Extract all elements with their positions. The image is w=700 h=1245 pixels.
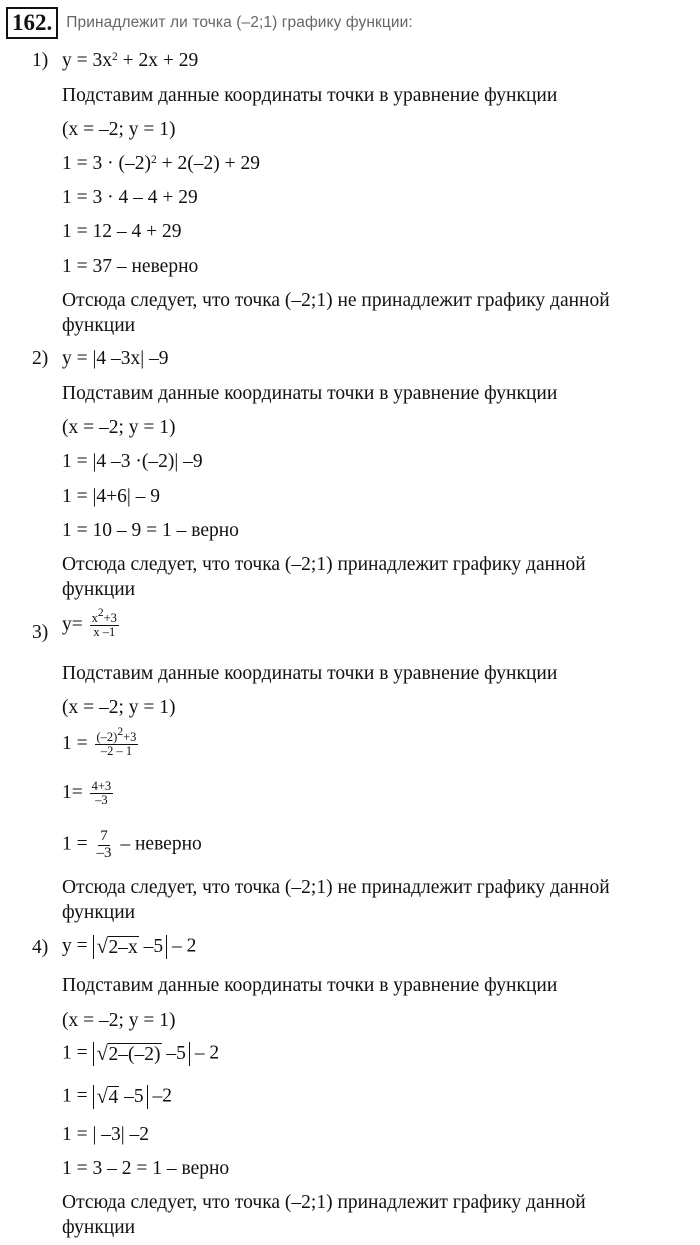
section-1-step-2: 1 = 3 · 4 – 4 + 29	[62, 187, 198, 208]
section-3-conclusion: Отсюда следует, что точка (–2;1) не принадлежит графику данной	[62, 877, 610, 898]
section-1-step-1: $1 = 3 \cdot (-2)^2 + 2(-2) + 29$	[62, 153, 260, 174]
absolute-value: √ 2–(–2) –5	[93, 1042, 190, 1066]
problem-number: 162.	[6, 7, 58, 39]
section-4-step-2: 1 = √ 4 –5 –2	[62, 1083, 172, 1108]
section-4-coords: (x = –2; y = 1)	[62, 1010, 176, 1031]
section-3-step-1: 1 = $\frac{(-2)^2+3}{-2 - 1}$	[62, 726, 137, 759]
section-2-step-2: 1 = |4+6| – 9	[62, 486, 161, 507]
section-3-step-2: 1= $\frac{4+3}{-3}$	[62, 779, 112, 808]
fraction: $\frac{4+3}{-3}$	[91, 779, 112, 808]
section-3-coords: (x = –2; y = 1)	[62, 697, 176, 718]
section-3-substitute: Подставим данные координаты точки в уравнение функции	[62, 663, 558, 684]
fraction: $\frac{x^2+3}{x -1}$	[91, 607, 117, 640]
section-4-step-4: 1 = 3 – 2 = 1 – верно	[62, 1158, 230, 1179]
problem-title: Принадлежит ли точка (–2;1) графику функции:	[66, 14, 413, 31]
fraction: $\frac{7}{-3}$	[96, 828, 112, 861]
section-2-label: 2)	[32, 348, 49, 369]
section-1-step-3: 1 = 12 – 4 + 29	[62, 221, 182, 242]
section-3-step-3: 1 = $\frac{7}{-3}$ – неверно	[62, 828, 202, 861]
section-1-step-4: 1 = 37 – неверно	[62, 256, 199, 277]
section-2-step-1: 1 = |4 –3 ·(–2)| –9	[62, 451, 203, 472]
section-3-conclusion-end: функции	[62, 902, 136, 923]
square-root: √ 2–(–2)	[96, 1040, 161, 1065]
section-4-step-3: 1 = | –3| –2	[62, 1124, 150, 1145]
section-4-conclusion: Отсюда следует, что точка (–2;1) принадлежит графику данной	[62, 1192, 586, 1213]
section-1-label: 1)	[32, 50, 49, 71]
section-4-conclusion-end: функции	[62, 1217, 136, 1238]
section-1-coords: (x = –2; y = 1)	[62, 119, 176, 140]
section-4-function: y = √ 2–x –5 – 2	[62, 933, 197, 958]
section-2-substitute: Подставим данные координаты точки в уравнение функции	[62, 383, 558, 404]
section-3-function: y= $\frac{x^2+3}{x -1}$	[62, 607, 117, 640]
absolute-value: √ 4 –5	[93, 1085, 148, 1109]
square-root: √ 2–x	[96, 933, 138, 958]
section-2-coords: (x = –2; y = 1)	[62, 417, 176, 438]
section-2-step-3: 1 = 10 – 9 = 1 – верно	[62, 520, 239, 541]
square-root: √ 4	[96, 1083, 119, 1108]
section-2-conclusion-end: функции	[62, 579, 136, 600]
section-2-conclusion: Отсюда следует, что точка (–2;1) принадлежит графику данной	[62, 554, 586, 575]
section-4-step-1: 1 = √ 2–(–2) –5 – 2	[62, 1040, 220, 1065]
section-3-label: 3)	[32, 622, 49, 643]
problem-header	[6, 6, 413, 40]
section-4-substitute: Подставим данные координаты точки в уравнение функции	[62, 975, 558, 996]
section-1-substitute: Подставим данные координаты точки в уравнение функции	[62, 85, 558, 106]
section-4-label: 4)	[32, 937, 49, 958]
absolute-value: √ 2–x –5	[93, 935, 168, 959]
section-1-conclusion: Отсюда следует, что точка (–2;1) не принадлежит графику данной	[62, 290, 610, 311]
section-2-function: y = |4 –3x| –9	[62, 348, 169, 369]
section-1-conclusion-end: функции	[62, 315, 136, 336]
section-1-function: $y = 3x^2 + 2x + 29$	[62, 50, 199, 71]
fraction: $\frac{(-2)^2+3}{-2 - 1}$	[96, 726, 137, 759]
